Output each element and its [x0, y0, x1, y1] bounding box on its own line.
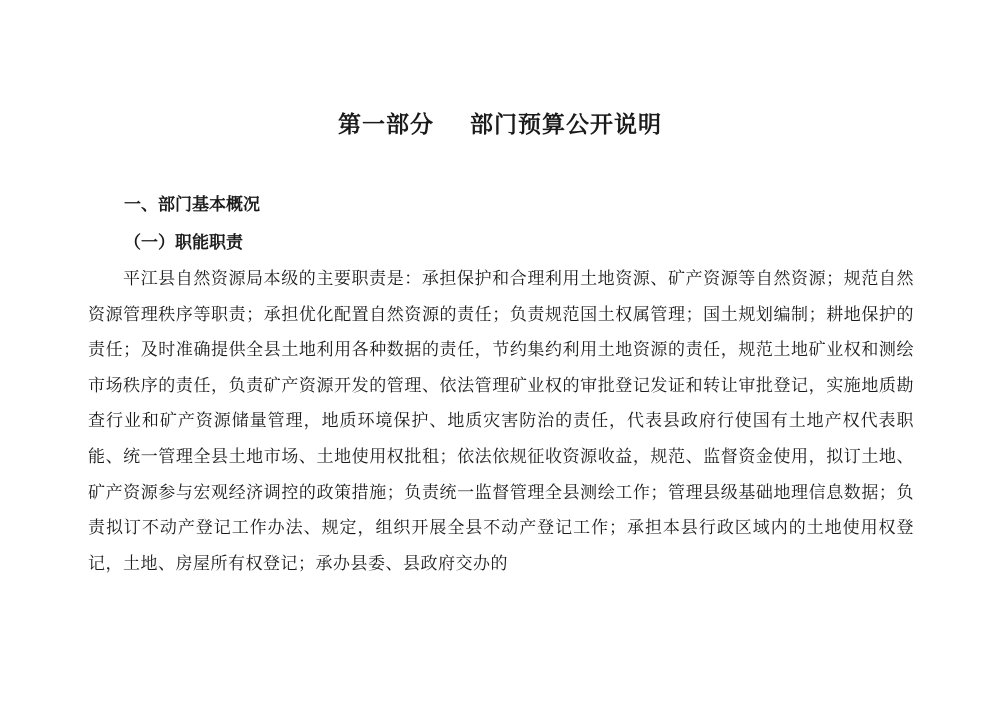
body-paragraph: 平江县自然资源局本级的主要职责是：承担保护和合理利用土地资源、矿产资源等自然资源；规范自然资源管理秩序等职责；承担优化配置自然资源的责任；负责规范国土权属管理；国土规划编制；耕地保护的责任；及时准确提供全县土地利用各种数据的责任，节约集约利用土地资源的责任，规范土地矿业权和测绘市场秩序的责任，负责矿产资源开发的管理、依法管理矿业权的审批登记发证和转让审批登记，实施地质勘查行业和矿产资源储量管理，地质环境保护、地质灾害防治的责任，代表县政府行使国有土地产权代表职能、统一管理全县土地市场、土地使用权批租；依法依规征收资源收益，规范、监督资金使用，拟订土地、矿产资源参与宏观经济调控的政策措施；负责统一监督管理全县测绘工作；管理县级基础地理信息数据；负责拟订不动产登记工作办法、规定，组织开展全县不动产登记工作；承担本县行政区域内的土地使用权登记，土地、房屋所有权登记；承办县委、县政府交办的	[88, 269, 914, 574]
subsection-heading: （一）职能职责	[124, 233, 243, 253]
document-title: 第一部分 部门预算公开说明	[337, 111, 663, 138]
section-heading: 一、部门基本概况	[124, 195, 260, 215]
